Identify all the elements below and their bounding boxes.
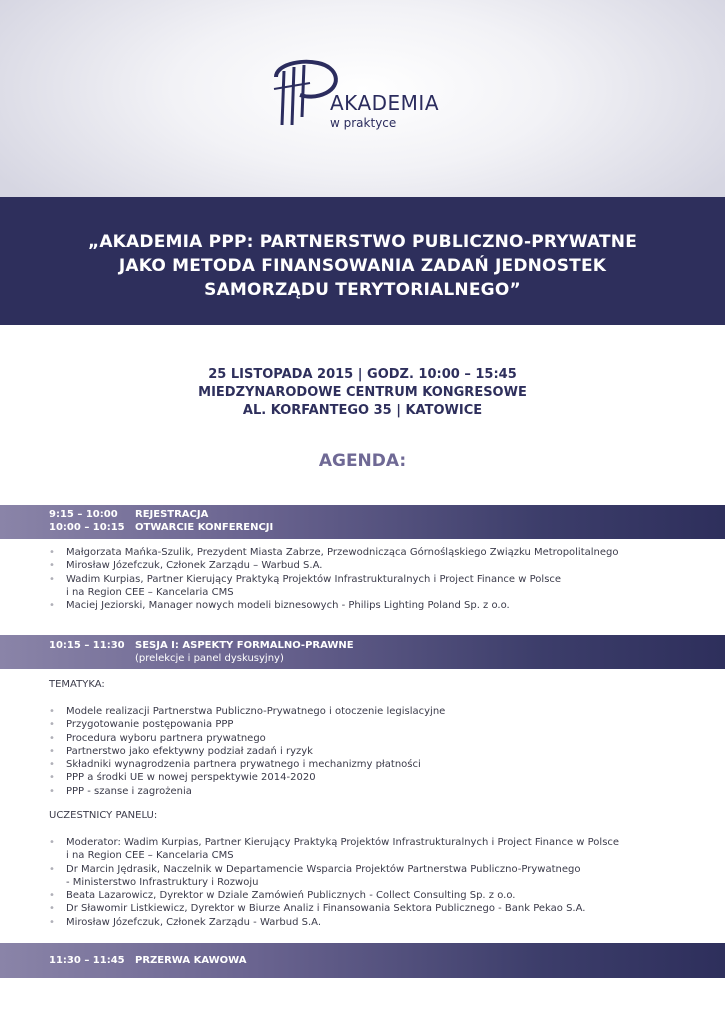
agenda-item-title: OTWARCIE KONFERENCJI (135, 522, 274, 533)
event-venue: MIEDZYNARODOWE CENTRUM KONGRESOWE (198, 385, 527, 400)
event-address: AL. KORFANTEGO 35 | KATOWICE (242, 403, 483, 418)
list-item: • Modele realizacji Partnerstwa Publiczno-Prywatnego i otoczenie legislacyjne (49, 705, 445, 718)
event-title (0, 230, 725, 302)
list-item: • Dr Marcin Jędrasik, Naczelnik w Departamencie Wsparcia Projektów Partnerstwa Publiczno-Prywatnego - Ministerstwo Infrastruktury i Rozwoju (49, 863, 619, 890)
agenda-time: 10:00 – 10:15 (49, 522, 125, 533)
list-item: • Dr Sławomir Listkiewicz, Dyrektor w Biurze Analiz i Finansowania Sektora Publicznego - Bank Pekao S.A. (49, 902, 619, 915)
list-item: • Składniki wynagrodzenia partnera prywatnego i mechanizmy płatności (49, 758, 445, 771)
panelists-list (49, 836, 619, 929)
agenda-item-title: SESJA I: ASPEKTY FORMALNO-PRAWNE (135, 640, 354, 651)
agenda-bar-session1 (0, 635, 725, 669)
topics-list (49, 705, 445, 798)
agenda-time: 9:15 – 10:00 (49, 509, 118, 520)
list-item: • Małgorzata Mańka-Szulik, Prezydent Miasta Zabrze, Przewodnicząca Górnośląskiego Związku Metropolitalnego (49, 546, 619, 559)
opening-speakers-list (49, 546, 619, 612)
agenda-bar-registration (0, 505, 725, 539)
logo-subtitle: w praktyce (330, 116, 397, 130)
title-banner (0, 197, 725, 325)
akademia-logo (270, 55, 470, 135)
header-area (0, 0, 725, 197)
panel-label: UCZESTNICY PANELU: (49, 810, 158, 821)
agenda-item-subtitle: (prelekcje i panel dyskusyjny) (135, 653, 284, 664)
list-item: • Wadim Kurpias, Partner Kierujący Praktyką Projektów Infrastrukturalnych i Project Finance w Polsce i na Region CEE – Kancelaria CMS (49, 573, 619, 600)
list-item: • Przygotowanie postępowania PPP (49, 718, 445, 731)
list-item: • PPP a środki UE w nowej perspektywie 2014-2020 (49, 771, 445, 784)
agenda-item-title: PRZERWA KAWOWA (135, 955, 247, 966)
list-item: • PPP - szanse i zagrożenia (49, 785, 445, 798)
logo-name: AKADEMIA (330, 91, 439, 115)
tematyka-label: TEMATYKA: (49, 679, 105, 690)
event-title-line: „AKADEMIA PPP: PARTNERSTWO PUBLICZNO-PRYWATNE (87, 232, 638, 252)
agenda-bar-break (0, 943, 725, 978)
list-item: • Beata Lazarowicz, Dyrektor w Dziale Zamówień Publicznych - Collect Consulting Sp. z o.o. (49, 889, 619, 902)
list-item: • Moderator: Wadim Kurpias, Partner Kierujący Praktyką Projektów Infrastrukturalnych i Project Finance w Polsce i na Region CEE – Kancelaria CMS (49, 836, 619, 863)
list-item: • Maciej Jeziorski, Manager nowych modeli biznesowych - Philips Lighting Poland Sp. z o.o. (49, 599, 619, 612)
agenda-time: 11:30 – 11:45 (49, 955, 125, 966)
event-info (0, 366, 725, 420)
event-date-time: 25 LISTOPADA 2015 | GODZ. 10:00 – 15:45 (208, 367, 517, 382)
list-item: • Mirosław Józefczuk, Członek Zarządu - Warbud S.A. (49, 916, 619, 929)
list-item: • Mirosław Józefczuk, Członek Zarządu – Warbud S.A. (49, 559, 619, 572)
agenda-time: 10:15 – 11:30 (49, 640, 125, 651)
agenda-item-title: REJESTRACJA (135, 509, 209, 520)
agenda-heading: AGENDA: (318, 451, 407, 471)
event-title-line: JAKO METODA FINANSOWANIA ZADAŃ JEDNOSTEK (118, 256, 607, 276)
list-item: • Procedura wyboru partnera prywatnego (49, 732, 445, 745)
list-item: • Partnerstwo jako efektywny podział zadań i ryzyk (49, 745, 445, 758)
event-title-line: SAMORZĄDU TERYTORIALNEGO” (204, 280, 521, 300)
